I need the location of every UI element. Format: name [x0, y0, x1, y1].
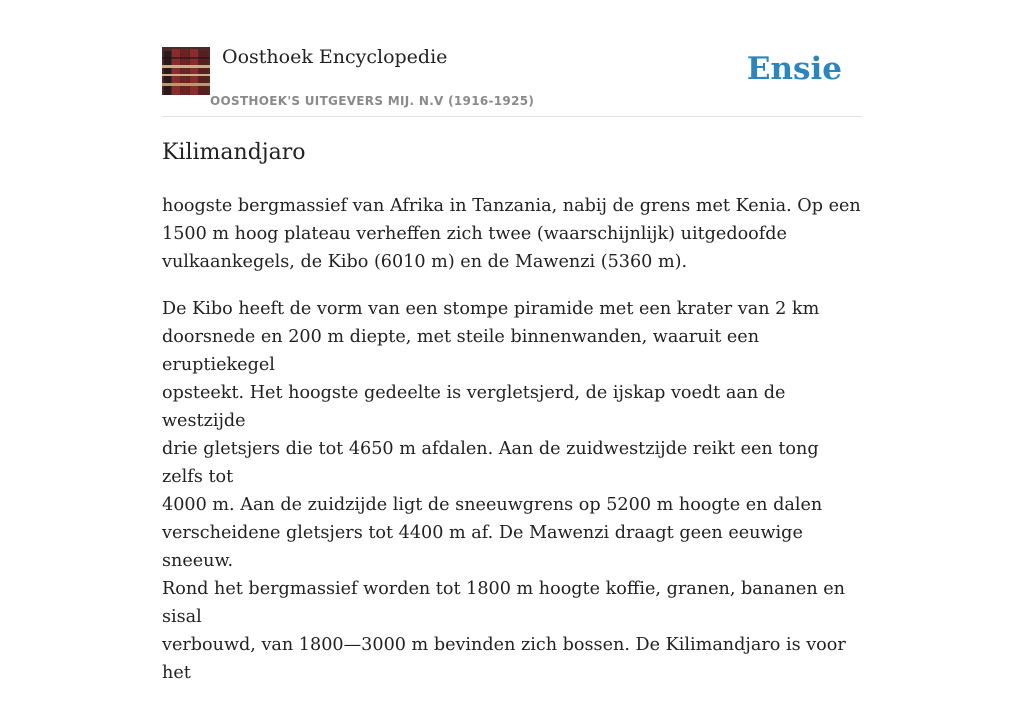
encyclopedia-avatar-icon: [162, 47, 210, 95]
article-paragraph: hoogste bergmassief van Afrika in Tanzania, nabij de grens met Kenia. Op een 1500 m hoog plateau verheffen zich twee (waarschijnlijk) uitgedoofde vulkaankegels, de Kibo (6010 m) en de Mawenzi (5360 m).: [162, 196, 861, 272]
article-body: [162, 192, 862, 706]
article-title: Kilimandjaro: [162, 140, 306, 165]
ensie-logo-link[interactable]: Ensie: [746, 51, 842, 87]
site-header: [162, 44, 862, 117]
article-paragraph: De Kibo heeft de vorm van een stompe piramide met een krater van 2 km doorsnede en 200 m diepte, met steile binnenwanden, waaruit een eruptiekegel opsteekt. Het hoogste gedeelte is vergletsjerd, de ijskap voedt aan de westzijde drie gletsjers die tot 4650 m afdalen. Aan de zuidwestzijde reikt een tong zelfs tot 4000 m. Aan de zuidzijde ligt de sneeuwgrens op 5200 m hoogte en dalen verscheidene gletsjers tot 4400 m af. De Mawenzi draagt geen eeuwige sneeuw. Rond het bergmassief worden tot 1800 m hoogte koffie, granen, bananen en sisal verbouwd, van 1800—3000 m bevinden zich bossen. De Kilimandjaro is voor het: [162, 299, 846, 683]
site-name[interactable]: Oosthoek Encyclopedie: [222, 46, 448, 68]
publisher-label: OOSTHOEK'S UITGEVERS MIJ. N.V (1916-1925): [210, 94, 535, 108]
